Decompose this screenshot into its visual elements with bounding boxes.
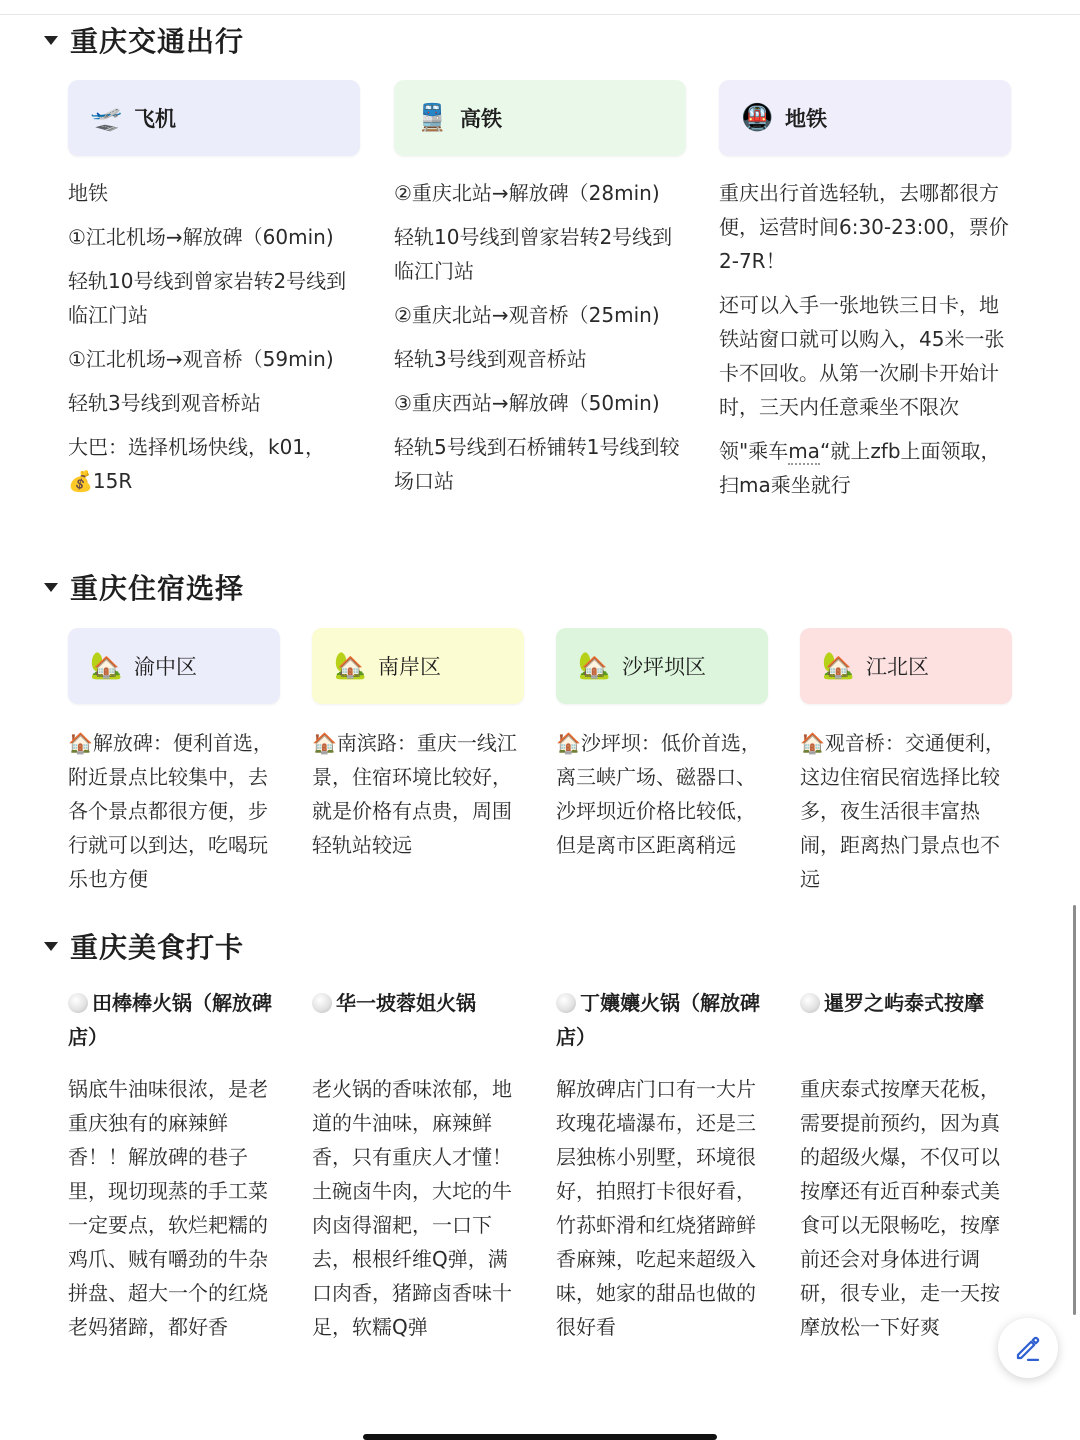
text-line: ②重庆北站→观音桥（25min) xyxy=(394,303,660,327)
text-paragraph: 重庆泰式按摩天花板，需要提前预约，因为真的超级火爆，不仅可以按摩还有近百种泰式美食可以无限畅吃，按摩前还会对身体进行调研，很专业，走一天按摩放松一下好爽 xyxy=(800,1077,1000,1339)
text-paragraph: 锅底牛油味很浓，是老重庆独有的麻辣鲜香！！解放碑的巷子里，现切现蒸的手工菜一定要点，软烂耙糯的鸡爪、贼有嚼劲的牛杂拼盘、超大一个的红烧老妈猪蹄，都好香 xyxy=(68,1077,268,1339)
edit-button[interactable] xyxy=(998,1318,1058,1378)
card-label: 高铁 xyxy=(460,107,502,131)
text-paragraph: 解放碑店门口有一大片玫瑰花墙瀑布，还是三层独栋小别墅，环境很好，拍照打卡很好看，竹荪虾滑和红烧猪蹄鲜香麻辣，吃起来超级入味，她家的甜品也做的很好看 xyxy=(556,1077,756,1339)
text-line: 地铁 xyxy=(68,181,108,205)
text-line: ①江北机场→观音桥（59min) xyxy=(68,347,334,371)
text-line: ①江北机场→解放碑（60min) xyxy=(68,225,334,249)
subway-icon: 🚇 xyxy=(741,103,774,133)
text-paragraph: 🏠观音桥：交通便利，这边住宿民宿选择比较多，夜生活很丰富热闹，距离热门景点也不远 xyxy=(800,731,1005,891)
house-icon: 🏡 xyxy=(90,651,123,681)
food-name: 暹罗之屿泰式按摩 xyxy=(824,991,984,1015)
text-line: 轻轨3号线到观音桥站 xyxy=(394,347,587,371)
text-line: 轻轨10号线到曾家岩转2号线到临江门站 xyxy=(394,225,673,283)
text-paragraph: 🏠解放碑：便利首选，附近景点比较集中，去各个景点都很方便，步行就可以到达，吃喝玩乐也方便 xyxy=(68,731,273,891)
house-icon: 🏡 xyxy=(822,651,855,681)
text-line: ③重庆西站→解放碑（50min) xyxy=(394,391,660,415)
text-line: 轻轨10号线到曾家岩转2号线到临江门站 xyxy=(68,269,347,327)
text-segment: “就上zfb上面领取，扫ma乘坐就行 xyxy=(719,439,1001,497)
section-toggle-lodging[interactable] xyxy=(44,567,244,607)
section-title: 重庆交通出行 xyxy=(70,25,245,58)
transport-card-train xyxy=(394,80,686,156)
transport-card-airplane xyxy=(68,80,360,156)
card-label: 地铁 xyxy=(785,107,827,131)
food-name: 华一坡蓉姐火锅 xyxy=(336,991,476,1015)
food-item-title xyxy=(68,986,280,1072)
text-line: 大巴：选择机场快线，k01， xyxy=(68,435,326,459)
text-paragraph: 还可以入手一张地铁三日卡，地铁站窗口就可以购入，45米一张卡不回收。从第一次刷卡开始计时，三天内任意乘坐不限次 xyxy=(719,293,1005,419)
lodging-column-nanan xyxy=(312,628,524,872)
train-icon: 🚆 xyxy=(416,103,449,133)
transport-column-subway xyxy=(719,80,1011,512)
section-toggle-transport[interactable] xyxy=(44,20,244,60)
collapse-caret-icon[interactable] xyxy=(44,583,58,592)
food-name: 田棒棒火锅（解放碑店） xyxy=(68,991,272,1049)
food-item-title xyxy=(556,986,768,1072)
text-paragraph: 重庆出行首选轻轨，去哪都很方便，运营时间6:30-23:00，票价2-7R！ xyxy=(719,181,1009,273)
transport-column-airplane xyxy=(68,80,360,508)
pearl-icon xyxy=(68,993,88,1013)
lodging-column-yuzhong xyxy=(68,628,280,906)
food-column xyxy=(312,986,524,1354)
lodging-card xyxy=(556,628,768,704)
pearl-icon xyxy=(312,993,332,1013)
text-line: 💰15R xyxy=(68,469,133,493)
pearl-icon xyxy=(800,993,820,1013)
house-icon: 🏡 xyxy=(578,651,611,681)
section-title: 重庆住宿选择 xyxy=(70,572,245,605)
text-paragraph xyxy=(719,434,1011,502)
lodging-card xyxy=(68,628,280,704)
text-segment: 领"乘车 xyxy=(719,439,789,463)
text-line: ②重庆北站→解放碑（28min) xyxy=(394,181,660,205)
lodging-column-jiangbei xyxy=(800,628,1012,906)
transport-column-train xyxy=(394,80,686,508)
food-item-title xyxy=(312,986,524,1072)
lodging-card xyxy=(800,628,1012,704)
food-item-title xyxy=(800,986,1012,1072)
house-icon: 🏡 xyxy=(334,651,367,681)
text-line: 轻轨5号线到石桥铺转1号线到较场口站 xyxy=(394,435,680,493)
top-divider xyxy=(0,14,1080,15)
lodging-column-shapingba xyxy=(556,628,768,872)
card-label: 飞机 xyxy=(134,107,176,131)
food-column xyxy=(800,986,1012,1354)
scrollbar-thumb[interactable] xyxy=(1073,905,1076,1315)
home-indicator[interactable] xyxy=(363,1434,717,1440)
food-column xyxy=(556,986,768,1354)
airplane-icon: 🛫 xyxy=(90,103,123,133)
pearl-icon xyxy=(556,993,576,1013)
lodging-card xyxy=(312,628,524,704)
text-paragraph: 🏠南滨路：重庆一线江景，住宿环境比较好，就是价格有点贵，周围轻轨站较远 xyxy=(312,731,517,857)
card-label: 渝中区 xyxy=(134,655,197,679)
card-label: 沙坪坝区 xyxy=(622,655,706,679)
text-line: 轻轨3号线到观音桥站 xyxy=(68,391,261,415)
food-name: 丁孃孃火锅（解放碑店） xyxy=(556,991,760,1049)
card-label: 南岸区 xyxy=(378,655,441,679)
food-column xyxy=(68,986,280,1354)
transport-card-subway xyxy=(719,80,1011,156)
card-label: 江北区 xyxy=(866,655,929,679)
text-paragraph: 🏠沙坪坝：低价首选，离三峡广场、磁器口、沙坪坝近价格比较低，但是离市区距离稍远 xyxy=(556,731,761,857)
section-title: 重庆美食打卡 xyxy=(70,931,245,964)
pencil-icon xyxy=(1013,1333,1043,1363)
section-toggle-food[interactable] xyxy=(44,926,244,966)
collapse-caret-icon[interactable] xyxy=(44,36,58,45)
collapse-caret-icon[interactable] xyxy=(44,942,58,951)
text-paragraph: 老火锅的香味浓郁，地道的牛油味，麻辣鲜香，只有重庆人才懂！土碗卤牛肉，大坨的牛肉卤得溜耙，一口下去，根根纤维Q弹，满口肉香，猪蹄卤香味十足，软糯Q弹 xyxy=(312,1077,512,1339)
comment-underline-text[interactable]: ma xyxy=(788,439,820,463)
